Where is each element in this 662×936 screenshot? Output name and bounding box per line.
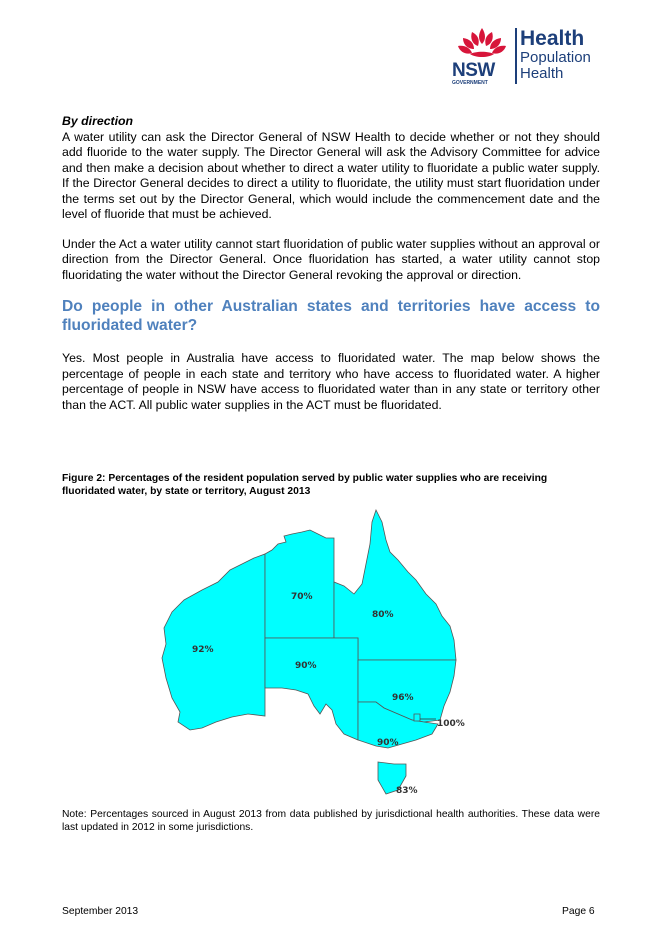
australia-map-svg [150,508,490,810]
logo-government-text: GOVERNMENT [452,80,488,86]
label-nsw: 96% [392,693,414,703]
figure-caption: Figure 2: Percentages of the resident population served by public water supplies who are receiving fluoridated water, by state or territory, August 2013 [62,473,548,497]
region-nt [265,530,334,638]
waratah-flower-icon [450,24,514,64]
section-heading: Do people in other Australian states and territories have access to fluoridated water? [62,298,600,334]
label-nt: 70% [291,592,313,602]
main-content [62,114,600,427]
logo-divider [515,28,517,84]
label-qld: 80% [372,610,394,620]
region-qld [334,510,456,660]
nsw-health-logo [448,24,608,94]
logo-nsw-text: NSW [452,60,495,81]
paragraph-direction: A water utility can ask the Director General of NSW Health to decide whether or not they should add fluoride to the water supply. The Director General will ask the Advisory Committee for advice and then make a decision about whether to direct a water utility to fluoridate a public water supply. If the Director General decides to direct a utility to fluoridate, the utility must start fluoridation under the terms set out by the Director General, which would include the commencement date and the level of fluoride that must be achieved. [62,129,600,221]
logo-health-2: Health [520,64,564,82]
paragraph-act: Under the Act a water utility cannot start fluoridation of public water supplies without an approval or direction from the Director General. Once fluoridation has started, a water utility cannot stop fluoridating the water without the Director General revoking the approval or direction. [62,236,600,282]
footer-date: September 2013 [62,906,139,917]
label-wa: 92% [192,645,214,655]
label-sa: 90% [295,661,317,671]
region-act [414,714,420,721]
figure-note: Note: Percentages sourced in August 2013 from data published by jurisdictional health authorities. These data were last updated in 2012 in some jurisdictions. [62,809,600,833]
section-subheading: By direction [62,114,134,128]
paragraph-access: Yes. Most people in Australia have access to fluoridated water. The map below shows the percentage of people in each state and territory who have access to fluoridated water. A higher percentage of people in NSW have access to fluoridated water than in any state or territory other than the ACT. All public water supplies in the ACT must be fluoridated. [62,351,600,412]
logo-health: Health [520,27,585,50]
logo-text [520,28,591,82]
label-tas: 83% [396,786,418,796]
region-sa [265,638,358,740]
label-act: 100% [437,719,465,729]
region-wa [162,554,265,730]
footer-page-number: Page 6 [562,906,595,917]
australia-map [150,508,490,810]
label-vic: 90% [377,738,399,748]
logo-population: Population [520,49,591,67]
